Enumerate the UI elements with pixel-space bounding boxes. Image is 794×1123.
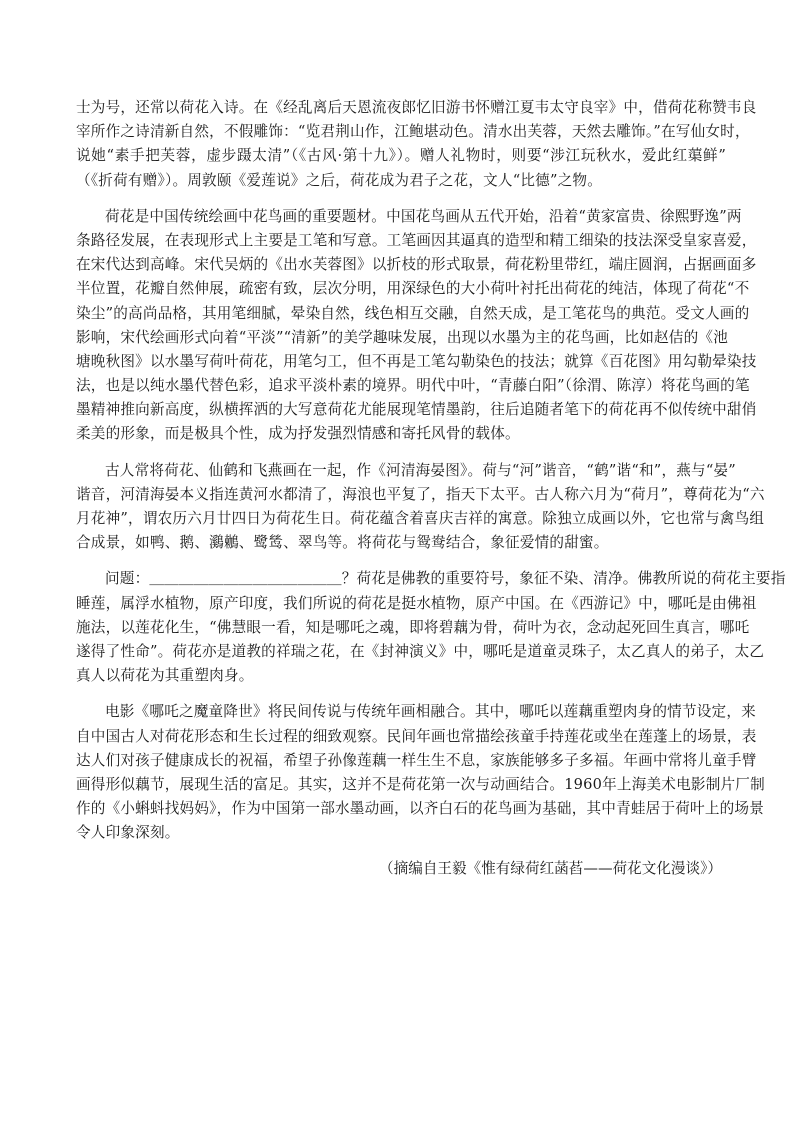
text-line: 士为号，还常以荷花入诗。在《经乱离后天恩流夜郎忆旧游书怀赠江夏韦太守良宰》中，借荷花称赞韦良 (76, 99, 757, 116)
paragraph (76, 567, 786, 688)
text-line: 画得形似藕节，展现生活的富足。其实，这并不是荷花第一次与动画结合。1960年上海美术电影制片厂制 (76, 775, 765, 793)
paragraph (76, 700, 765, 845)
text-line: 法，也是以纯水墨代替色彩，追求平淡朴素的境界。明代中叶，“青藤白阳”（徐渭、陈淳）将花鸟画的笔 (76, 377, 750, 395)
text-line: 睡莲，属浮水植物，原产印度，我们所说的荷花是挺水植物，原产中国。在《西游记》中，哪吒是由佛祖 (76, 594, 757, 612)
paragraph (76, 205, 757, 447)
text-line: 墨精神推向新高度，纵横挥洒的大写意荷花尤能展现笔情墨韵，往后追随者笔下的荷花再不似传统中甜俏 (76, 401, 757, 419)
text-line: 合成景，如鸭、鹅、鸂鶒、鹭鸶、翠鸟等。将荷花与鸳鸯结合，象征爱情的甜蜜。 (76, 534, 609, 552)
text-line: 令人印象深刻。 (76, 824, 180, 842)
text-line: 谐音，河清海晏本义指连黄河水都清了，海浪也平复了，指天下太平。古人称六月为“荷月”，尊荷花为“六 (76, 485, 765, 503)
text-line: 柔美的形象，而是极具个性，成为抒发强烈情感和寄托风骨的载体。 (76, 425, 520, 443)
text-line: 古人常将荷花、仙鹤和飞燕画在一起，作《河清海晏图》。荷与“河”谐音，“鹤”谐“和”，燕与“晏” (105, 461, 736, 479)
text-line: 施法，以莲花化生，“佛慧眼一看，知是哪吒之魂，即将碧藕为骨，荷叶为衣，念动起死回生真言，哪吒 (76, 618, 750, 636)
text-line: （《折荷有赠》）。周敦颐《爱莲说》之后，荷花成为君子之花，文人“比德”之物。 (76, 171, 602, 189)
text-line: 电影《哪吒之魔童降世》将民间传说与传统年画相融合。其中，哪吒以莲藕重塑肉身的情节设定，来 (105, 703, 756, 721)
paragraph (76, 96, 757, 193)
text-line: 荷花是中国传统绘画中花鸟画的重要题材。中国花鸟画从五代开始，沿着“黄家富贵、徐熙野逸”两 (105, 207, 742, 225)
text-line: 条路径发展，在表现形式上主要是工笔和写意。工笔画因其逼真的造型和精工细染的技法深受皇家喜爱， (76, 231, 757, 249)
text-line: 作的《小蝌蚪找妈妈》，作为中国第一部水墨动画，以齐白石的花鸟画为基础，其中青蛙居于荷叶上的场景 (76, 800, 765, 818)
question-line: 问题：＿＿＿＿＿＿＿＿＿＿＿＿＿？荷花是佛教的重要符号，象征不染、清净。佛教所说的荷花主要指 (105, 570, 786, 588)
article-body (76, 96, 786, 881)
source-attribution: （摘编自王毅《惟有绿荷红菡萏——荷花文化漫谈》） (379, 860, 722, 878)
text-line: 自中国古人对荷花形态和生长过程的细致观察。民间年画也常描绘孩童手持莲花或坐在莲蓬上的场景，表 (76, 727, 757, 745)
text-line: 说她“素手把芙蓉，虚步蹑太清”（《古风·第十九》）。赠人礼物时，则要“涉江玩秋水，爱此红蕖鲜” (76, 147, 726, 165)
text-line: 塘晚秋图》以水墨写荷叶荷花，用笔匀工，但不再是工笔勾勒染色的技法；就算《百花图》用勾勒晕染技 (76, 352, 757, 370)
text-line: 影响，宋代绘画形式向着“平淡”“清新”的美学趣味发展，出现以水墨为主的花鸟画，比如赵佶的《池 (76, 328, 728, 346)
text-line: 宰所作之诗清新自然，不假雕饰：“览君荆山作，江鲍堪动色。清水出芙蓉，天然去雕饰。”在写仙女时， (76, 123, 750, 141)
text-line: 月花神”，谓农历六月廿四日为荷花生日。荷花蕴含着喜庆吉祥的寓意。除独立成画以外，它也常与禽鸟组 (76, 510, 765, 527)
text-line: 染尘”的高尚品格，其用笔细腻，晕染自然，线色相互交融，自然天成，是工笔花鸟的典范。受文人画的 (76, 304, 750, 322)
paragraph (76, 459, 765, 556)
text-line: 遂得了性命”。荷花亦是道教的祥瑞之花，在《封神演义》中，哪吒是道童灵珠子，太乙真人的弟子，太乙 (76, 642, 765, 660)
text-line: 在宋代达到高峰。宋代吴炳的《出水芙蓉图》以折枝的形式取景，荷花粉里带红，端庄圆润，占据画面多 (76, 256, 757, 274)
text-line: 达人们对孩子健康成长的祝福，希望子孙像莲藕一样生生不息，家族能够多子多福。年画中常将儿童手臂 (76, 751, 757, 769)
text-line: 半位置，花瓣自然伸展，疏密有致，层次分明，用深绿色的大小荷叶衬托出荷花的纯洁，体现了荷花“不 (76, 280, 750, 298)
text-line: 真人以荷花为其重塑肉身。 (76, 667, 254, 685)
